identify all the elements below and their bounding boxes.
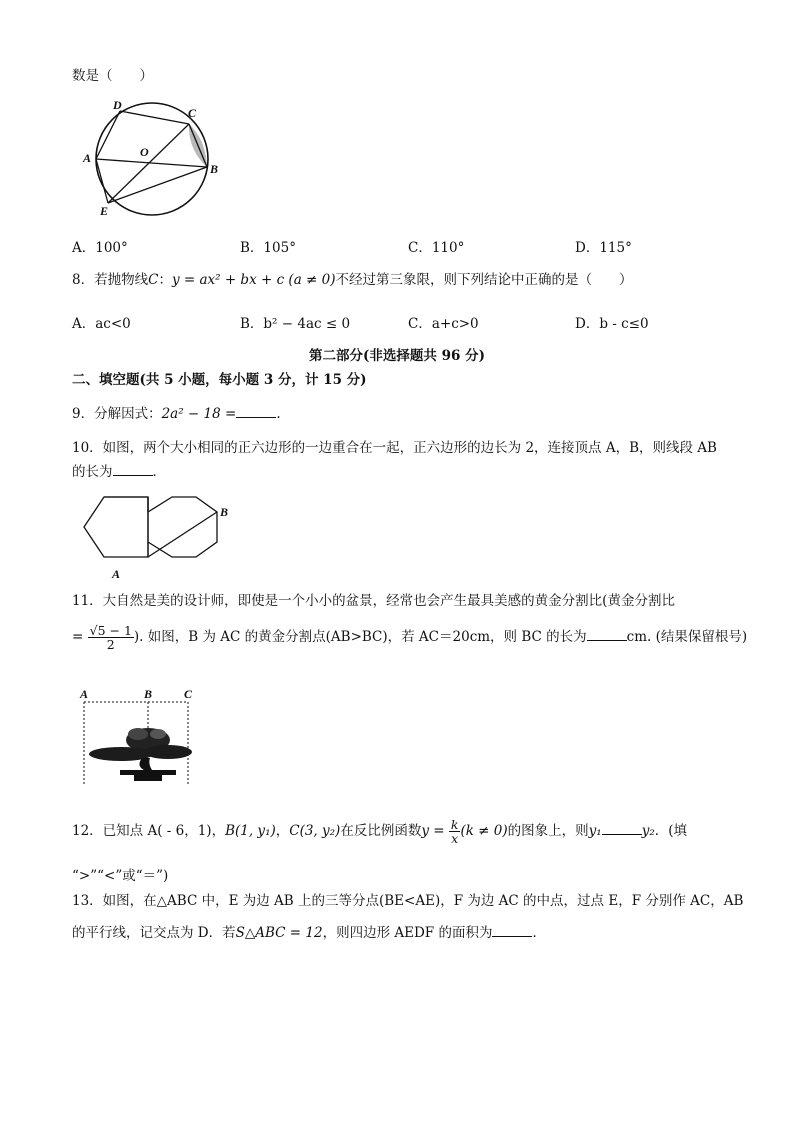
q11-line2-end: cm. (结果保留根号) — [626, 629, 748, 646]
q12-point-c: C(3, y₂) — [289, 823, 341, 840]
label-c: C — [184, 688, 193, 701]
q12-mid: 在反比例函数 — [340, 823, 422, 840]
q12-end: ．(填 — [654, 823, 688, 840]
q13-answer-blank — [492, 924, 532, 937]
q10-hexagons-figure — [76, 492, 244, 584]
chord-ae — [96, 159, 108, 203]
label-a: A — [80, 688, 89, 701]
label-a: A — [83, 151, 92, 165]
hexagon-left — [84, 497, 148, 557]
q11-bonsai-figure — [76, 688, 196, 798]
q8-option-b: B．b² − 4ac ≤ 0 — [240, 316, 351, 332]
q9-expr: 2a² − 18 = — [161, 406, 237, 422]
q11-line1: 11．大自然是美的设计师，即使是一个小小的盆景，经常也会产生最具美感的黄金分割比(黄金分割比 — [72, 593, 675, 609]
q12-y-eq: y = — [421, 823, 445, 840]
q11-frac-denominator: 2 — [106, 637, 115, 653]
label-b: B — [144, 688, 153, 701]
q7-tail: 数是（ ） — [72, 68, 153, 84]
q13-area: S△ABC = 12 — [235, 925, 323, 941]
diag-line — [148, 512, 217, 557]
q8-option-a: A．ac<0 — [72, 316, 131, 332]
label-c: C — [188, 106, 197, 120]
q7-option-c: C．110° — [408, 240, 465, 256]
label-b: B — [220, 505, 229, 519]
q11-line2 — [72, 624, 747, 651]
q9-pre: 9．分解因式： — [72, 406, 162, 422]
q13-line2-pre: 的平行线，记交点为 D．若 — [72, 925, 236, 941]
q9 — [72, 402, 281, 422]
q13-line1: 13．如图，在△ABC 中，E 为边 AB 上的三等分点(BE<AE)，F 为边 AC 的中点，过点 E，F 分别作 AC，AB — [72, 893, 744, 909]
q13-line2-post: ，则四边形 AEDF 的面积为 — [322, 925, 493, 941]
q9-answer-blank — [236, 405, 276, 418]
chord-ad — [96, 111, 120, 159]
q12-sep: ， — [275, 823, 290, 840]
q10-line2-text: 的长为 — [72, 464, 113, 480]
q10-line2 — [72, 460, 166, 480]
q10-line1: 10．如图，两个大小相同的正六边形的一边重合在一起，正六边形的边长为 2，连接顶点 A，B，则线段 AB — [72, 440, 717, 456]
q13-line2 — [72, 921, 546, 941]
label-d: D — [113, 98, 122, 112]
q12-fraction — [449, 818, 461, 845]
q12-point-b: B(1, y₁) — [225, 823, 276, 840]
q12-line2: “>”“<”或“＝”) — [72, 868, 169, 884]
q10-end: ． — [152, 464, 166, 480]
hexagon-right — [148, 497, 217, 557]
q10-answer-blank — [113, 463, 153, 476]
q12-cond: (k ≠ 0) — [460, 823, 508, 840]
q8-text-post: 不经过第三象限，则下列结论中正确的是（ ） — [335, 272, 633, 288]
q13-end: ． — [532, 925, 546, 941]
q12-line1 — [72, 818, 687, 845]
q11-eq-prefix: = — [72, 629, 84, 646]
chord-ce — [108, 124, 189, 203]
q11-answer-blank — [587, 628, 627, 641]
q7-option-d: D．115° — [575, 240, 632, 256]
label-e: E — [100, 204, 109, 218]
q8-stem: 8．若抛物线C：y = ax² + bx + c (a ≠ 0)不经过第三象限，则下列结论中正确的是（ ） — [72, 272, 633, 288]
part2-title: 第二部分(非选择题共 96 分) — [309, 348, 485, 364]
q12-frac-numerator: k — [450, 817, 459, 832]
label-o: O — [140, 145, 149, 159]
q11-line2-post: ). 如图，B 为 AC 的黄金分割点(AB>BC)，若 AC＝20cm，则 BC 的长为 — [133, 629, 587, 646]
q8-option-c: C．a+c>0 — [408, 316, 479, 332]
q12-y1: y₁ — [588, 823, 602, 840]
section2-title: 二、填空题(共 5 小题，每小题 3 分，计 15 分) — [72, 372, 367, 388]
label-b: B — [210, 162, 219, 176]
q8-option-d: D．b - c≤0 — [575, 316, 649, 332]
bonsai-tree — [89, 728, 192, 781]
q12-pre: 12．已知点 A( - 6，1)， — [72, 823, 226, 840]
q7-option-b: B．105° — [240, 240, 296, 256]
q8-text-pre: 8．若抛物线 — [72, 272, 149, 288]
q12-frac-denominator: x — [451, 831, 459, 847]
q8-curve: C — [148, 272, 159, 288]
chord-cb — [189, 124, 207, 167]
chord-dc — [120, 111, 189, 124]
q12-y2: y₂ — [641, 823, 655, 840]
q11-frac-numerator: √5 − 1 — [89, 623, 132, 638]
q12-post: 的图象上，则 — [507, 823, 589, 840]
q9-post: . — [276, 406, 281, 422]
q11-fraction — [88, 624, 134, 651]
q7-option-a: A．100° — [72, 240, 128, 256]
q12-answer-blank — [602, 822, 642, 835]
label-a: A — [112, 567, 121, 581]
q8-equation: y = ax² + bx + c (a ≠ 0) — [171, 272, 336, 288]
q7-circle-figure — [78, 95, 238, 220]
